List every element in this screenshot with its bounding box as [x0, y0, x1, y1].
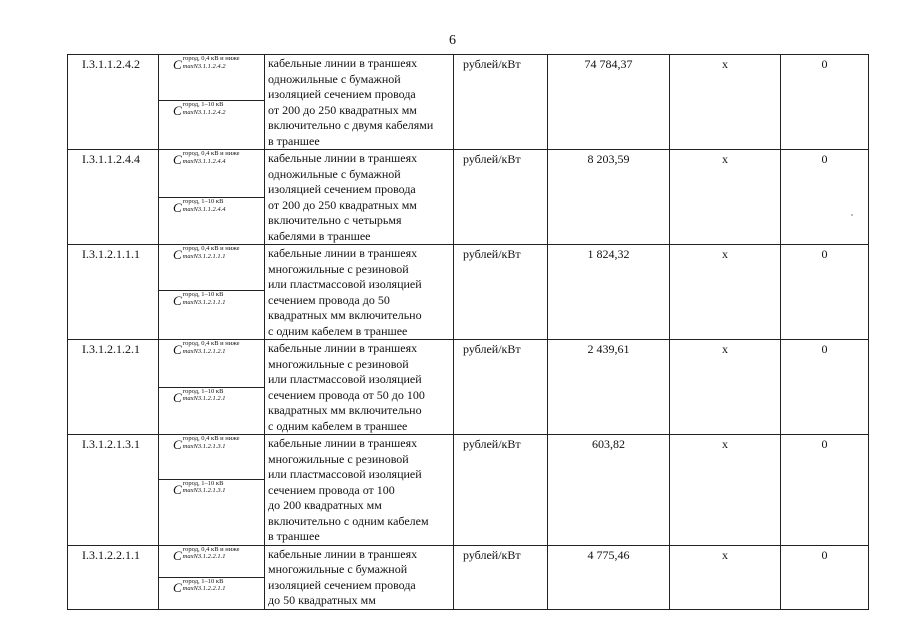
description-line: или пластмассовой изоляцией — [268, 277, 422, 291]
formula-superscript: город, 0,4 кВ и ниже — [182, 55, 240, 62]
x-cell: x — [670, 55, 781, 150]
tariff-formula: C город, 1–10 кВ maxN3.1.2.1.1.1 — [173, 291, 226, 309]
formula-superscript: город, 1–10 кВ — [182, 198, 224, 205]
row-code: I.3.1.2.1.2.1 — [68, 340, 159, 435]
description-line: сечением провода от 50 до 100 — [268, 387, 425, 402]
formula-subscript: maxN3.1.2.1.2.1 — [182, 347, 226, 355]
formula-superscript: город, 0,4 кВ и ниже — [182, 545, 240, 553]
formula-cell-medium-voltage — [159, 101, 265, 150]
zero-cell: 0 — [781, 55, 869, 150]
description-line: изоляцией сечением провода — [268, 87, 416, 101]
description-line: с одним кабелем в траншее — [268, 323, 408, 338]
tariff-formula: C город, 1–10 кВ maxN3.1.2.2.1.1 — [173, 577, 226, 595]
description-line: многожильные с бумажной — [268, 562, 408, 576]
description-line: кабелями в траншее — [268, 228, 371, 243]
tariff-formula: C город, 0,4 кВ и ниже maxN3.1.2.1.1.1 — [173, 245, 240, 262]
description-line: в траншее — [268, 133, 320, 148]
description-cell — [265, 545, 454, 609]
formula-subscript: maxN3.1.1.2.4.2 — [182, 62, 226, 70]
description-line: одножильные с бумажной — [268, 166, 401, 181]
description-line: или пластмассовой изоляцией — [268, 467, 422, 481]
description-line: с одним кабелем в траншее — [268, 418, 408, 433]
x-cell: x — [670, 150, 781, 245]
value-cell: 74 784,37 — [548, 55, 670, 150]
value-cell: 1 824,32 — [548, 245, 670, 340]
zero-cell: 0 — [781, 340, 869, 435]
formula-cell-low-voltage — [159, 340, 265, 388]
formula-superscript: город, 0,4 кВ и ниже — [182, 340, 240, 347]
value-cell: 4 775,46 — [548, 545, 670, 609]
row-code: I.3.1.2.1.1.1 — [68, 245, 159, 340]
zero-cell: 0 — [781, 150, 869, 245]
description-line: сечением провода от 100 — [268, 482, 395, 497]
description-line: от 200 до 250 квадратных мм — [268, 197, 417, 212]
description-line: или пластмассовой изоляцией — [268, 372, 422, 386]
unit-cell: рублей/кВт — [454, 545, 548, 609]
description-line: многожильные с резиновой — [268, 356, 409, 371]
formula-subscript: maxN3.1.1.2.4.2 — [182, 108, 226, 116]
row-code: I.3.1.1.2.4.4 — [68, 150, 159, 245]
formula-cell-low-voltage — [159, 245, 265, 291]
tariff-formula: C город, 0,4 кВ и ниже maxN3.1.2.1.2.1 — [173, 340, 240, 357]
formula-subscript: maxN3.1.2.1.1.1 — [182, 298, 226, 306]
x-cell: x — [670, 245, 781, 340]
formula-cell-medium-voltage — [159, 387, 265, 435]
formula-cell-low-voltage — [159, 435, 265, 480]
table-row — [68, 245, 869, 291]
description-line: включительно с четырьмя — [268, 213, 402, 227]
x-cell: x — [670, 545, 781, 609]
description-line: до 200 квадратных мм — [268, 498, 382, 512]
formula-superscript: город, 1–10 кВ — [182, 101, 224, 109]
table-row — [68, 55, 869, 101]
description-line: сечением провода до 50 — [268, 292, 390, 307]
description-line: кабельные линии в траншеях — [268, 246, 418, 260]
x-cell: x — [670, 340, 781, 435]
formula-cell-medium-voltage — [159, 291, 265, 340]
x-cell: x — [670, 435, 781, 546]
tariff-formula: C город, 0,4 кВ и ниже maxN3.1.1.2.4.2 — [173, 55, 240, 72]
zero-cell: 0 — [781, 435, 869, 546]
row-code: I.3.1.2.2.1.1 — [68, 545, 159, 609]
formula-subscript: maxN3.1.2.1.2.1 — [182, 395, 226, 402]
formula-subscript: maxN3.1.1.2.4.4 — [182, 205, 226, 213]
formula-subscript: maxN3.1.2.2.1.1 — [182, 553, 226, 560]
description-line: квадратных мм включительно — [268, 403, 422, 417]
unit-cell: рублей/кВт — [454, 150, 548, 245]
description-line: от 200 до 250 квадратных мм — [268, 102, 417, 117]
description-line: кабельные линии в траншеях — [268, 341, 418, 355]
table-row — [68, 150, 869, 198]
formula-subscript: maxN3.1.1.2.4.4 — [182, 157, 226, 165]
description-line: кабельные линии в траншеях — [268, 436, 418, 450]
description-cell — [265, 55, 454, 150]
formula-superscript: город, 1–10 кВ — [182, 387, 224, 395]
description-line: кабельные линии в траншеях — [268, 56, 418, 70]
tariff-formula: C город, 1–10 кВ maxN3.1.1.2.4.4 — [173, 198, 226, 215]
formula-superscript: город, 0,4 кВ и ниже — [182, 150, 240, 157]
formula-cell-low-voltage — [159, 55, 265, 101]
description-cell — [265, 340, 454, 435]
table-row — [68, 340, 869, 388]
formula-superscript: город, 1–10 кВ — [182, 291, 224, 299]
description-cell — [265, 435, 454, 546]
formula-cell-medium-voltage — [159, 479, 265, 545]
description-cell — [265, 245, 454, 340]
description-line: кабельные линии в траншеях — [268, 546, 418, 561]
tariff-formula: C город, 0,4 кВ и ниже maxN3.1.2.1.3.1 — [173, 435, 240, 452]
value-cell: 2 439,61 — [548, 340, 670, 435]
zero-cell: 0 — [781, 245, 869, 340]
value-cell: 603,82 — [548, 435, 670, 546]
page-number: 6 — [449, 33, 456, 48]
description-line: одножильные с бумажной — [268, 71, 401, 86]
description-line: изоляцией сечением провода — [268, 182, 416, 196]
description-line: многожильные с резиновой — [268, 451, 409, 466]
formula-cell-low-voltage — [159, 150, 265, 198]
row-code: I.3.1.2.1.3.1 — [68, 435, 159, 546]
formula-superscript: город, 0,4 кВ и ниже — [182, 245, 240, 252]
description-line: до 50 квадратных мм — [268, 593, 376, 607]
description-line: в траншее — [268, 529, 320, 543]
formula-subscript: maxN3.1.2.2.1.1 — [182, 585, 226, 592]
scan-speck — [851, 214, 853, 216]
tariff-formula: C город, 0,4 кВ и ниже maxN3.1.1.2.4.4 — [173, 150, 240, 167]
unit-cell: рублей/кВт — [454, 435, 548, 546]
formula-subscript: maxN3.1.2.1.1.1 — [182, 252, 226, 260]
description-line: многожильные с резиновой — [268, 261, 409, 276]
formula-cell-medium-voltage — [159, 577, 265, 609]
table-row — [68, 435, 869, 480]
unit-cell: рублей/кВт — [454, 245, 548, 340]
tariff-formula: C город, 0,4 кВ и ниже maxN3.1.2.2.1.1 — [173, 545, 240, 563]
table-row — [68, 545, 869, 577]
formula-subscript: maxN3.1.2.1.3.1 — [182, 487, 226, 495]
tariff-formula: C город, 1–10 кВ maxN3.1.2.1.3.1 — [173, 479, 226, 497]
tariff-formula: C город, 1–10 кВ maxN3.1.1.2.4.2 — [173, 101, 226, 119]
formula-subscript: maxN3.1.2.1.3.1 — [182, 442, 226, 450]
formula-superscript: город, 0,4 кВ и ниже — [182, 435, 240, 442]
formula-superscript: город, 1–10 кВ — [182, 479, 224, 487]
unit-cell: рублей/кВт — [454, 55, 548, 150]
formula-cell-low-voltage — [159, 545, 265, 577]
description-line: изоляцией сечением провода — [268, 577, 416, 592]
formula-cell-medium-voltage — [159, 198, 265, 245]
description-line: кабельные линии в траншеях — [268, 151, 418, 165]
row-code: I.3.1.1.2.4.2 — [68, 55, 159, 150]
value-cell: 8 203,59 — [548, 150, 670, 245]
zero-cell: 0 — [781, 545, 869, 609]
description-line: включительно с одним кабелем — [268, 513, 429, 528]
description-cell — [265, 150, 454, 245]
formula-superscript: город, 1–10 кВ — [182, 577, 224, 585]
description-line: включительно с двумя кабелями — [268, 118, 434, 132]
tariff-formula: C город, 1–10 кВ maxN3.1.2.1.2.1 — [173, 387, 226, 405]
description-line: квадратных мм включительно — [268, 308, 422, 322]
tariff-table — [67, 54, 869, 610]
unit-cell: рублей/кВт — [454, 340, 548, 435]
